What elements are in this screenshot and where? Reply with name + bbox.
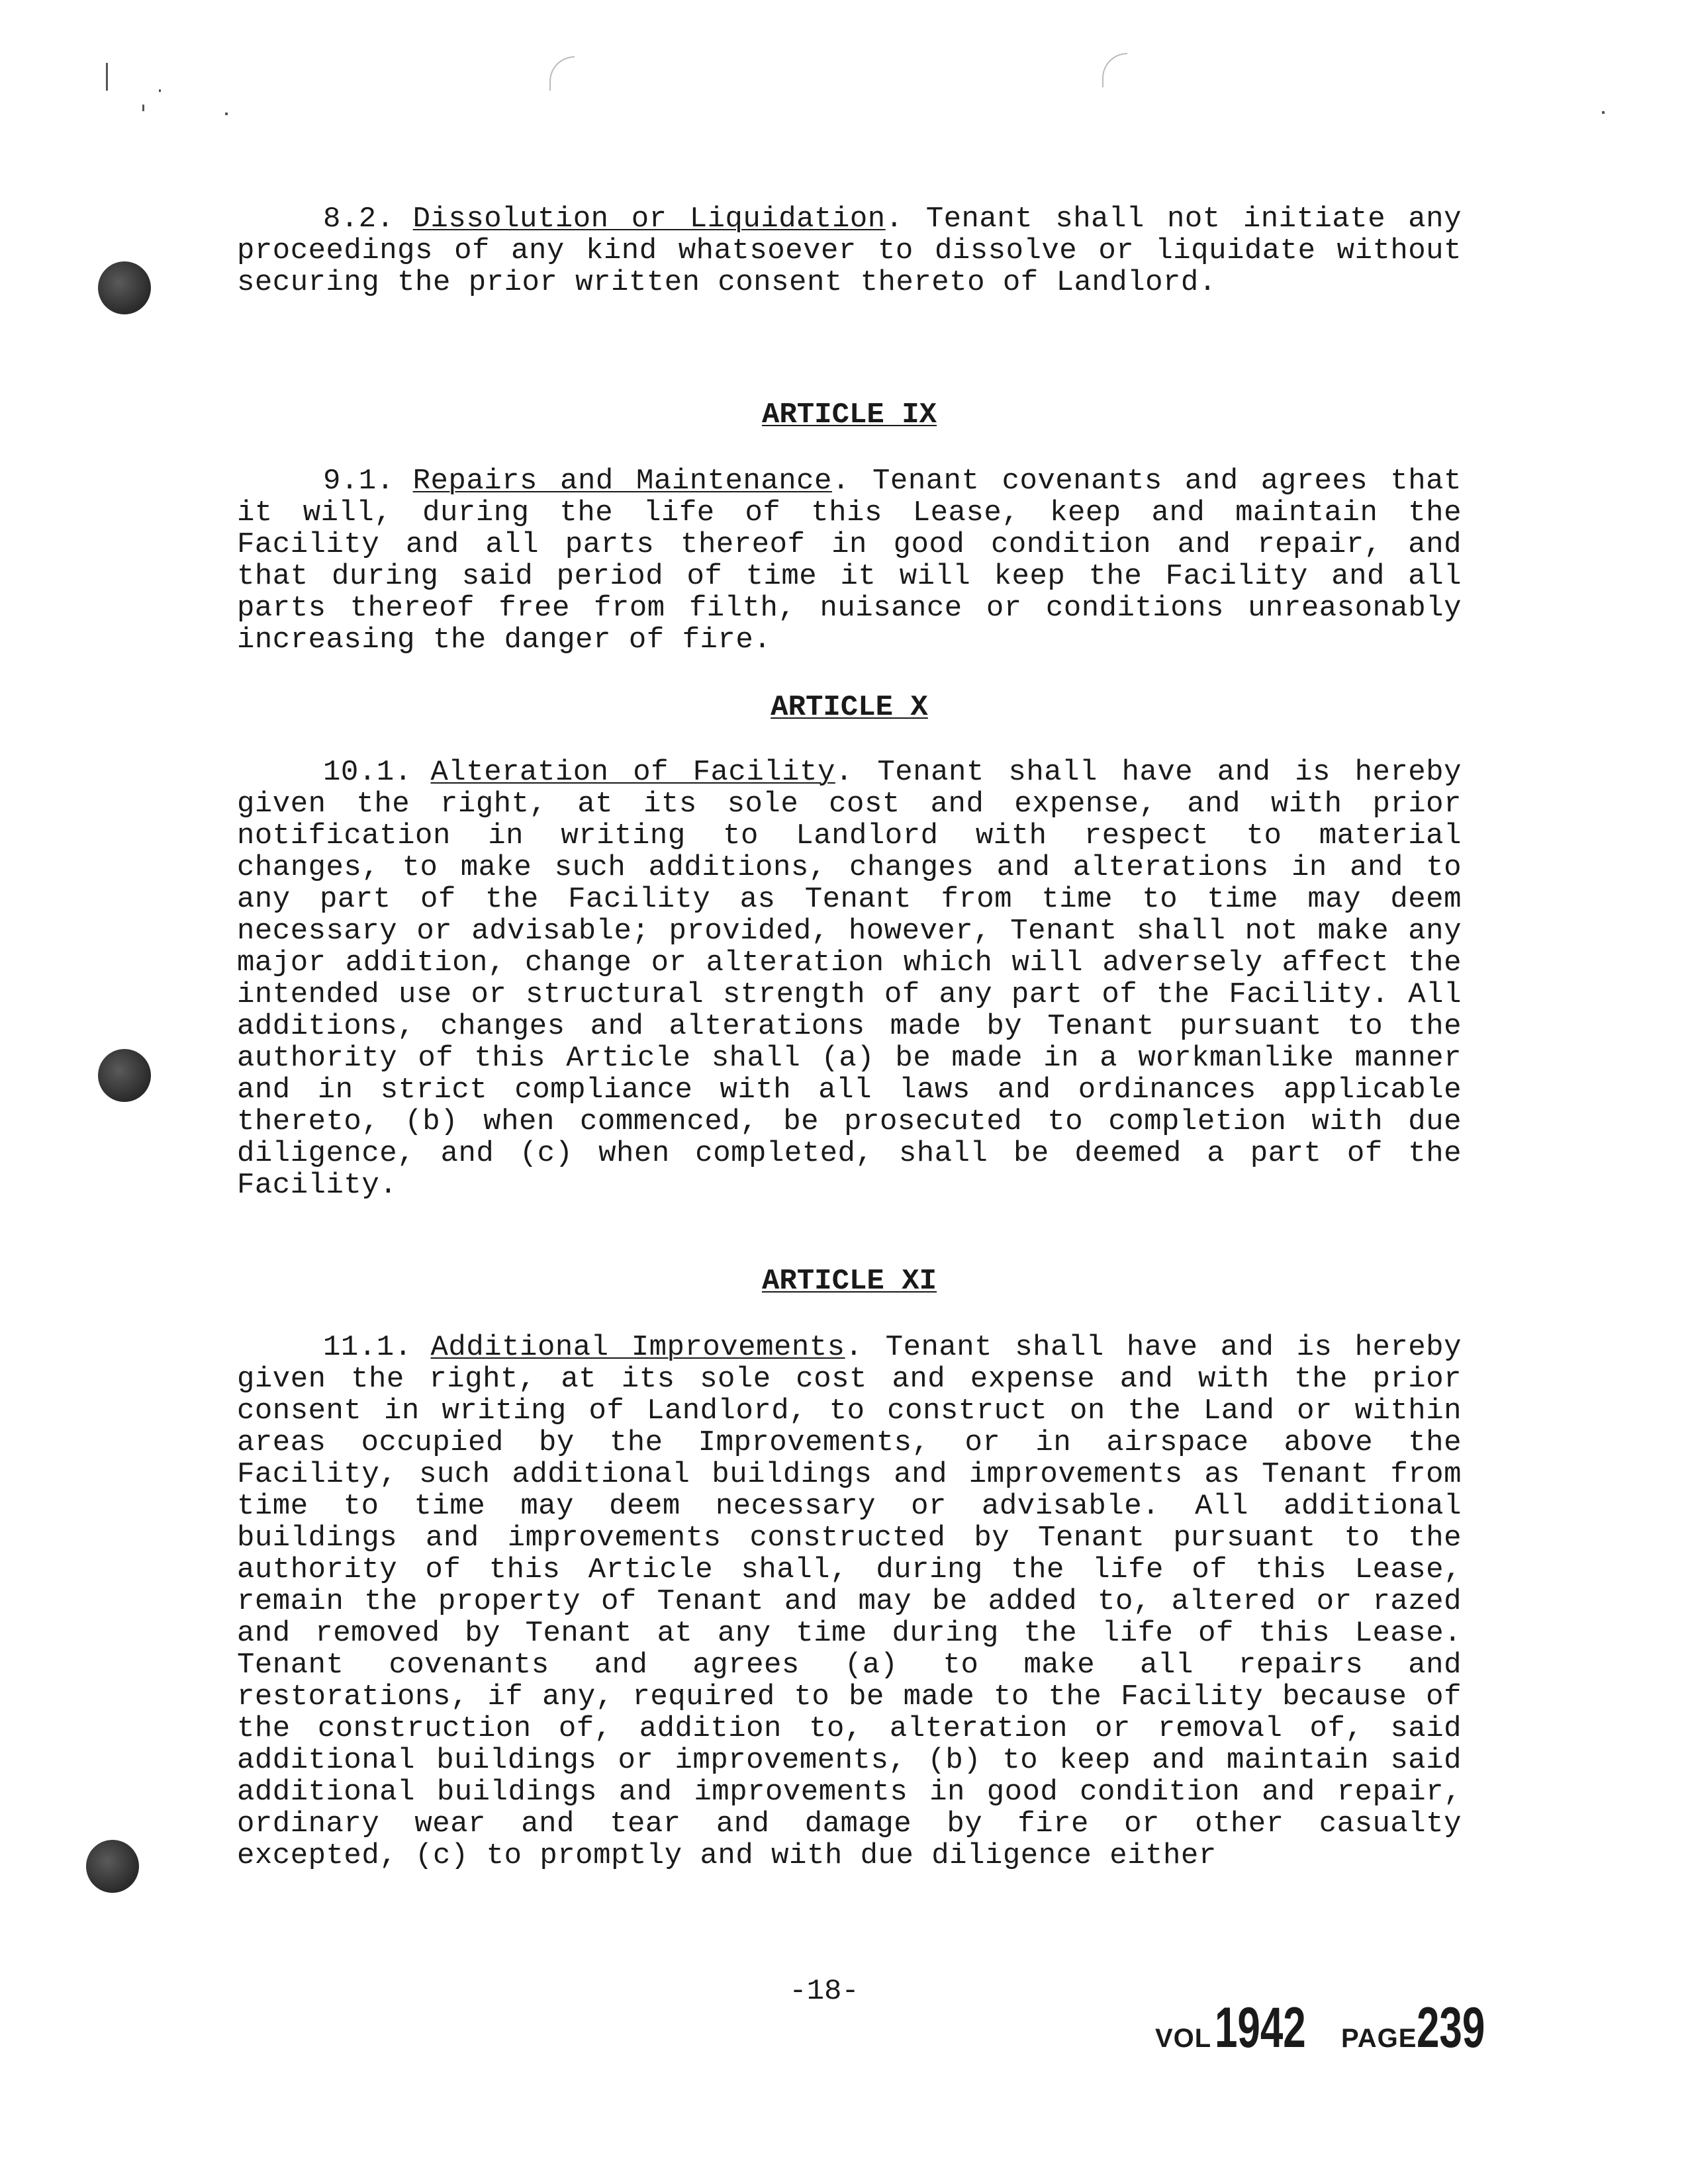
article-ix-heading: ARTICLE IX [761, 398, 937, 432]
scan-artifact [225, 113, 228, 115]
scan-artifact [106, 63, 108, 91]
section-body: . Tenant covenants and agrees that it will, during the life of this Lease, keep and maintain the Facility and all parts thereof in good condition and repair, and that during said period of time it will keep the Facility and all parts thereof free from filth, nuisance or conditions unreasonably increasing the danger of fire. [237, 465, 1462, 657]
punch-hole [98, 1049, 151, 1102]
article-xi-heading: ARTICLE XI [761, 1265, 937, 1298]
article-x-heading: ARTICLE X [771, 691, 928, 724]
recording-stamp [1155, 1995, 1512, 2061]
scan-artifact [1602, 111, 1605, 114]
section-8-2-paragraph [237, 203, 1462, 298]
scan-artifact [142, 105, 144, 111]
scan-artifact [159, 89, 161, 92]
punch-hole [98, 261, 151, 314]
page-number: -18- [789, 1975, 859, 2008]
section-number: 8.2. [323, 203, 395, 236]
section-body: . Tenant shall not initiate any proceedings of any kind whatsoever to dissolve or liquidate without securing the prior written consent thereto of Landlord. [237, 203, 1462, 299]
stamp-vol-label: VOL [1155, 2024, 1212, 2053]
section-11-1-paragraph [237, 1332, 1462, 1872]
section-body: . Tenant shall have and is hereby given the right, at its sole cost and expense and with the prior consent in writing of Landlord, to construct on the Land or within areas occupied by the Improvements, or in airspace above the Facility, such additional buildings and improvements as Tenant from time to time may deem necessary or advisable. All additional buildings and improvements constructed by Tenant pursuant to the authority of this Article shall, during the life of this Lease, remain the property of Tenant and may be added to, altered or razed and removed by Tenant at any time during the life of this Lease. Tenant covenants and agrees (a) to make all repairs and restorations, if any, required to be made to the Facility because of the construction of, addition to, alteration or removal of, said additional buildings or improvements, (b) to keep and maintain said additional buildings and improvements in good condition and repair, ordinary wear and tear and damage by fire or other casualty excepted, (c) to promptly and with due diligence either [237, 1331, 1462, 1872]
section-9-1-paragraph [237, 465, 1462, 656]
section-number: 9.1. [323, 465, 395, 498]
section-number: 11.1. [323, 1331, 412, 1364]
section-number: 10.1. [323, 756, 412, 789]
scan-artifact [1102, 53, 1127, 87]
section-body: . Tenant shall have and is hereby given the right, at its sole cost and expense, and with prior notification in writing to Landlord with respect to material changes, to make such additions, changes and alterations in and to any part of the Facility as Tenant from time to time may deem necessary or advisable; provided, however, Tenant shall not make any major addition, change or alteration which will adversely affect the intended use or structural strength of any part of the Facility. All additions, changes and alterations made by Tenant pursuant to the authority of this Article shall (a) be made in a workmanlike manner and in strict compliance with all laws and ordinances applicable thereto, (b) when commenced, be prosecuted to completion with due diligence, and (c) when completed, shall be deemed a part of the Facility. [237, 756, 1462, 1202]
section-10-1-paragraph [237, 756, 1462, 1201]
section-title: Additional Improvements [430, 1331, 845, 1364]
section-title: Dissolution or Liquidation [412, 203, 886, 236]
scan-artifact [549, 56, 575, 91]
stamp-page-number: 239 [1417, 1996, 1485, 2060]
punch-hole [86, 1840, 139, 1893]
section-title: Repairs and Maintenance [412, 465, 832, 498]
stamp-page-label: PAGE [1341, 2024, 1417, 2053]
stamp-vol-number: 1942 [1214, 1996, 1306, 2060]
section-title: Alteration of Facility [430, 756, 835, 789]
